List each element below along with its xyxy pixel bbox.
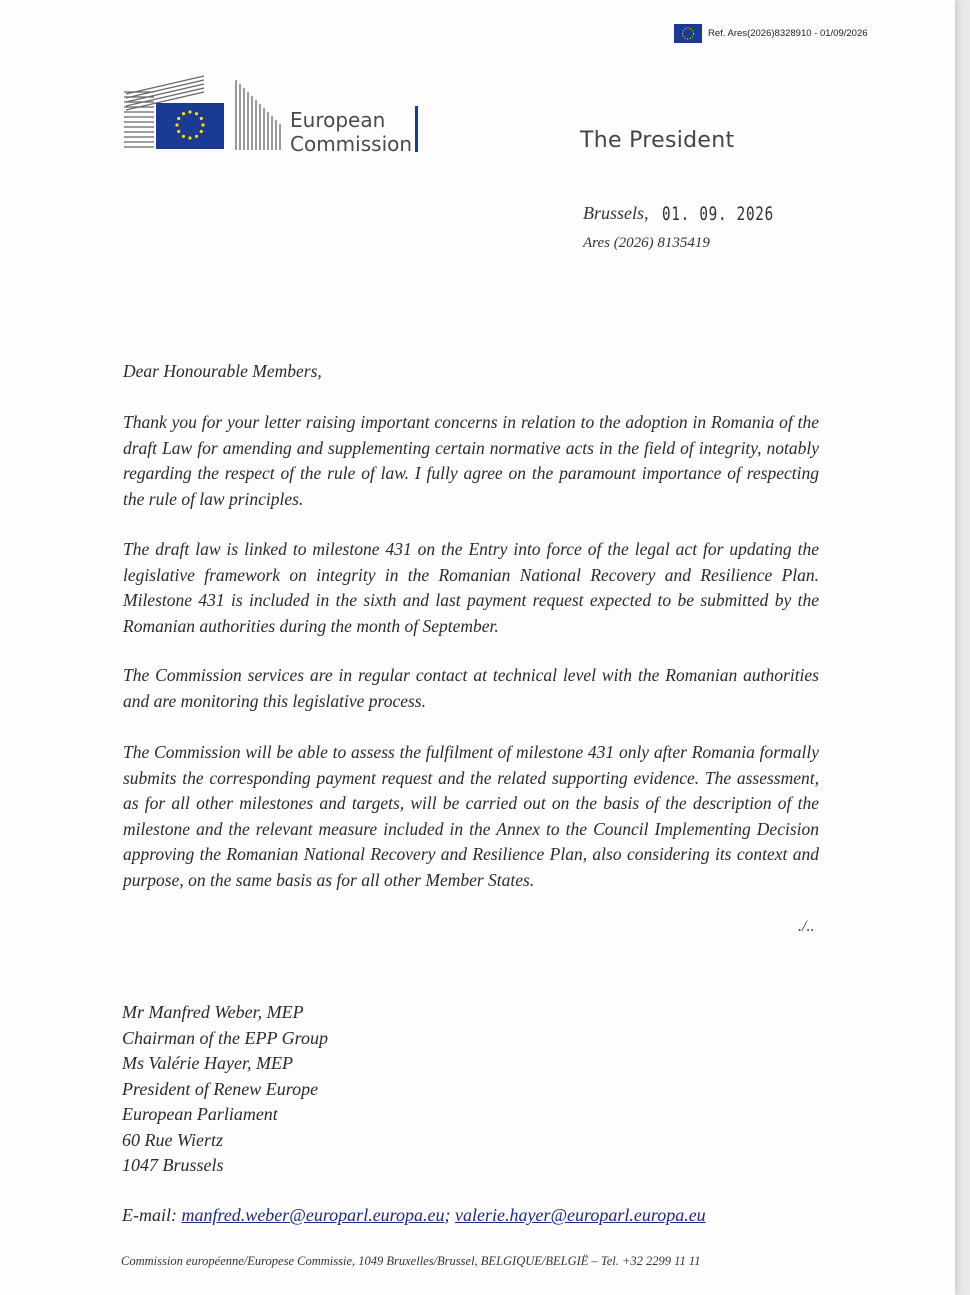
email-link-weber[interactable]: manfred.weber@europarl.europa.eu: [181, 1205, 445, 1225]
continued-mark: ./..: [798, 918, 815, 935]
email-link-hayer[interactable]: valerie.hayer@europarl.europa.eu: [455, 1205, 706, 1225]
logo-wordmark: [290, 108, 412, 156]
address-line: 60 Rue Wiertz: [122, 1129, 223, 1150]
footer-address: Commission européenne/Europese Commissie, 1049 Bruxelles/Brussel, BELGIQUE/BELGIË – Tel. +32 2299 11 11: [121, 1254, 701, 1268]
email-label: E-mail:: [122, 1205, 177, 1225]
logo-line-2: Commission: [290, 132, 413, 156]
email-separator: ;: [444, 1205, 451, 1225]
address-line: Chairman of the EPP Group: [122, 1027, 328, 1048]
address-line: Ms Valérie Hayer, MEP: [122, 1053, 293, 1073]
european-commission-logo-icon: [124, 72, 284, 154]
place: Brussels,: [583, 203, 649, 223]
office-title: The President: [580, 128, 735, 153]
logo-divider: [415, 106, 418, 152]
address-line: European Parliament: [122, 1104, 278, 1124]
paragraph-1: Thank you for your letter raising important concerns in relation to the adoption in Romania of the draft Law for amending and supplementing certain normative acts in the field of integrity, notably regarding the respect of the rule of law. I fully agree on the paramount importance of respecting the rule of law principles.: [123, 412, 819, 509]
reference-stamp: [674, 24, 868, 43]
salutation: Dear Honourable Members,: [123, 361, 322, 381]
paragraph-2: The draft law is linked to milestone 431 on the Entry into force of the legal act for updating the legislative framework on integrity in the Romanian National Recovery and Resilience Plan. Milestone 431 is included in the sixth and last payment request expected to be submitted by the Romanian authorities during the month of September.: [123, 539, 819, 636]
date-stamp: 01. 09. 2026: [662, 203, 774, 225]
paragraph-3: The Commission services are in regular contact at technical level with the Romanian authorities and are monitoring this legislative process.: [123, 665, 819, 711]
address-line: Mr Manfred Weber, MEP: [122, 1002, 304, 1022]
recipient-address: [122, 1000, 328, 1179]
address-line: 1047 Brussels: [122, 1155, 224, 1175]
paragraph-4: The Commission will be able to assess the fulfilment of milestone 431 only after Romania formally submits the corresponding payment request and the related supporting evidence. The assessment, as for all other milestones and targets, will be carried out on the basis of the description of the milestone and the relevant measure included in the Annex to the Council Implementing Decision approving the Romanian National Recovery and Resilience Plan, also considering its context and purpose, on the same basis as for all other Member States.: [123, 742, 819, 890]
reference-number: Ref. Ares(2026)8328910 - 01/09/2026: [708, 28, 868, 39]
email-line: [122, 1205, 706, 1226]
address-line: President of Renew Europe: [122, 1078, 319, 1099]
logo-line-1: European: [290, 108, 386, 132]
ares-number: Ares (2026) 8135419: [583, 235, 710, 251]
eu-flag-icon: [674, 24, 702, 43]
